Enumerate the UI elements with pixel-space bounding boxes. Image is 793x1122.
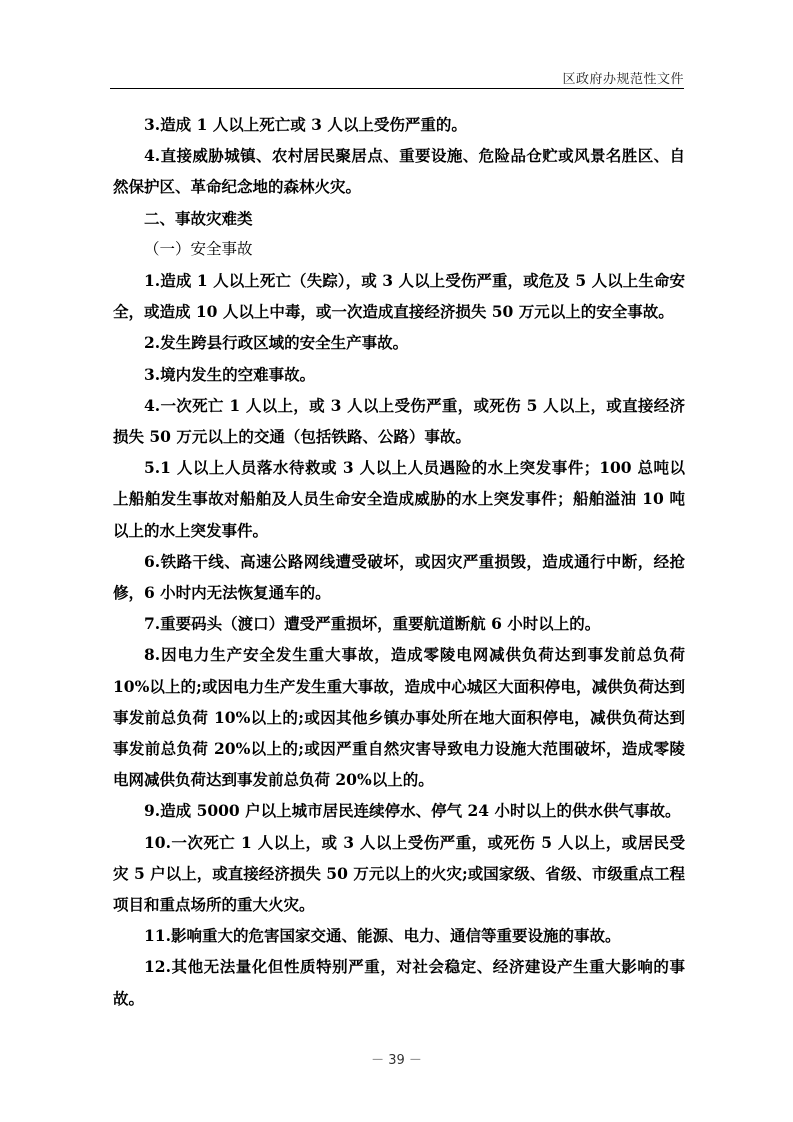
paragraph-item-12: 12.其他无法量化但性质特别严重，对社会稳定、经济建设产生重大影响的事故。 (113, 957, 685, 1008)
section-heading: 二、事故灾难类 (144, 208, 253, 228)
paragraph-item-11: 11.影响重大的危害国家交通、能源、电力、通信等重要设施的事故。 (144, 926, 621, 946)
paragraph-item-3: 3.造成 1 人以上死亡或 3 人以上受伤严重的。 (144, 115, 467, 134)
paragraph-item-3b: 3.境内发生的空难事故。 (144, 364, 316, 384)
paragraph-item-2: 2.发生跨县行政区域的安全生产事故。 (144, 333, 409, 353)
paragraph-item-8: 8.因电力生产安全发生重大事故，造成零陵电网减供负荷达到事发前总负荷10%以上的;或因电力生产发生重大事故，造成中心城区大面积停电，减供负荷达到事发前总负荷 10%以上的;或因其他乡镇办事处所在地大面积停电，减供负荷达到事发前总负荷 20%以上的;或因严重自然灾害导致电力设施大范围破坏，造成零陵电网减供负荷达到事发前总负荷 20%以上的。 (113, 645, 685, 790)
header-title: 区政府办规范性文件 (562, 72, 684, 87)
page-number: － 39 － (371, 1053, 422, 1068)
paragraph-item-10: 10.一次死亡 1 人以上，或 3 人以上受伤严重，或死伤 5 人以上，或居民受灾 5 户以上，或直接经济损失 50 万元以上的火灾;或国家级、省级、市级重点工程项目和重点场所的重大火灾。 (113, 832, 685, 915)
subsection-heading: （一）安全事故 (144, 239, 253, 258)
paragraph-item-9: 9.造成 5000 户以上城市居民连续停水、停气 24 小时以上的供水供气事故。 (144, 801, 681, 821)
paragraph-item-5: 5.1 人以上人员落水待救或 3 人以上人员遇险的水上突发事件；100 总吨以上船舶发生事故对船舶及人员生命安全造成威胁的水上突发事件；船舶溢油 10 吨以上的水上突发事件。 (113, 458, 685, 540)
paragraph-item-1: 1.造成 1 人以上死亡（失踪），或 3 人以上受伤严重，或危及 5 人以上生命安全，或造成 10 人以上中毒，或一次造成直接经济损失 50 万元以上的安全事故。 (113, 271, 685, 322)
paragraph-item-7: 7.重要码头（渡口）遭受严重损坏，重要航道断航 6 小时以上的。 (144, 614, 601, 634)
page-header (110, 66, 684, 89)
document-body (113, 109, 685, 1014)
paragraph-item-4b: 4.一次死亡 1 人以上，或 3 人以上受伤严重，或死伤 5 人以上，或直接经济损失 50 万元以上的交通（包括铁路、公路）事故。 (113, 395, 685, 447)
paragraph-item-6: 6.铁路干线、高速公路网线遭受破坏，或因灾严重损毁，造成通行中断，经抢修，6 小时内无法恢复通车的。 (113, 551, 685, 603)
paragraph-item-4: 4.直接威胁城镇、农村居民聚居点、重要设施、危险品仓贮或风景名胜区、自然保护区、革命纪念地的森林火灾。 (113, 146, 685, 197)
